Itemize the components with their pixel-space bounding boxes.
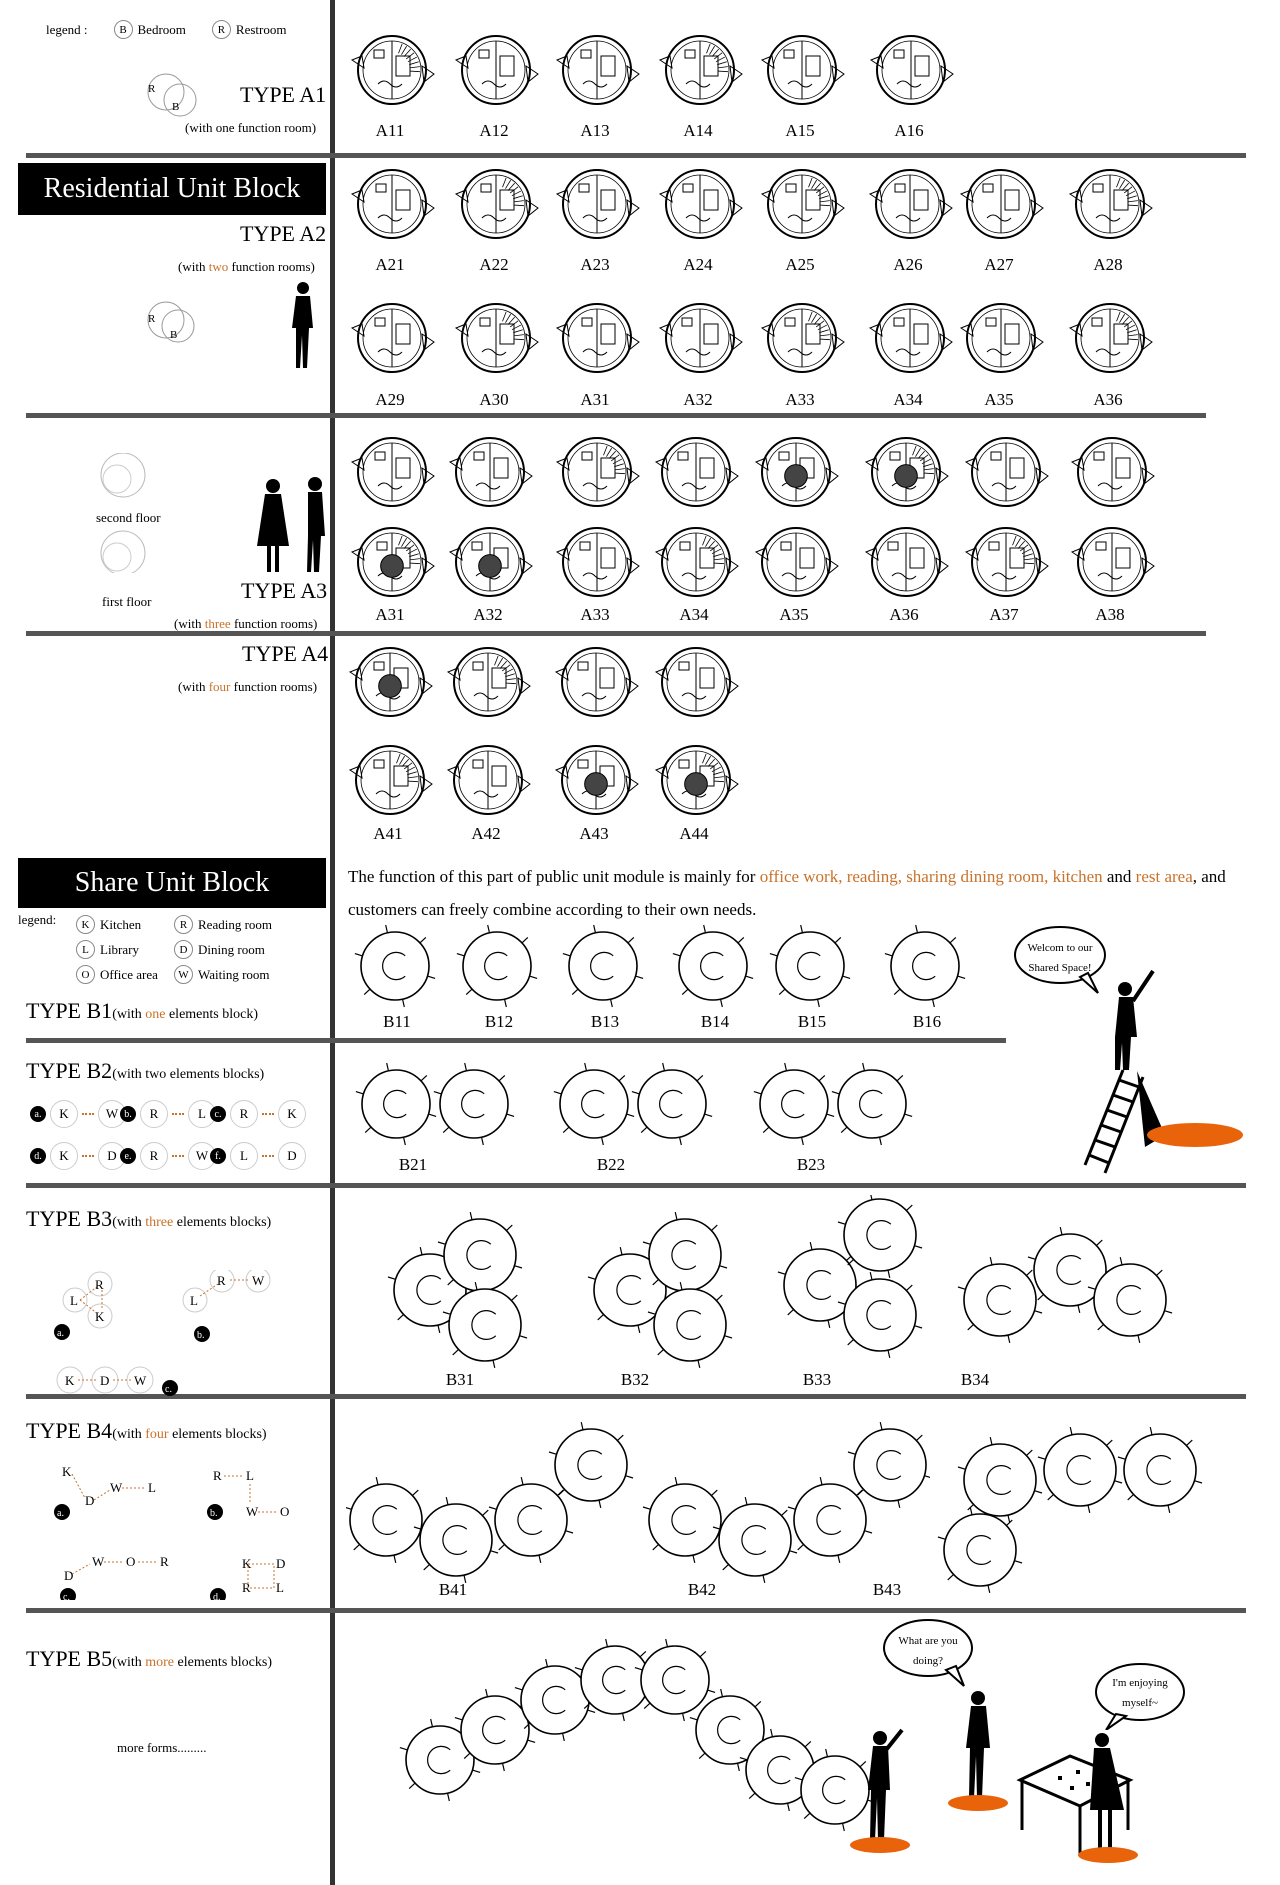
combo-b2: c. R K xyxy=(210,1100,306,1128)
unit-label: A33 xyxy=(785,390,815,409)
divider xyxy=(26,413,1206,418)
unit-label: B21 xyxy=(398,1155,428,1174)
share-plan xyxy=(558,922,648,1012)
floor-plan xyxy=(758,160,850,242)
floor-plan xyxy=(656,26,748,108)
unit-label: A14 xyxy=(683,121,713,140)
divider xyxy=(26,1608,1246,1613)
type-a3-title: TYPE A3 xyxy=(241,578,328,603)
svg-text:O: O xyxy=(126,1554,136,1569)
floor-plan xyxy=(444,736,536,818)
type-b1-title: TYPE B1(with one elements block) xyxy=(26,998,258,1023)
unit-label: A30 xyxy=(479,390,509,409)
divider xyxy=(26,1038,1006,1043)
share-title: Share Unit Block xyxy=(18,858,326,908)
floor-plan xyxy=(758,294,850,376)
bubble-text: What are you doing? xyxy=(898,1635,958,1667)
vertical-divider xyxy=(330,0,335,1885)
unit-label: A11 xyxy=(375,121,405,140)
unit-label: A15 xyxy=(785,121,815,140)
unit-label: B22 xyxy=(596,1155,626,1174)
person-silhouette xyxy=(285,280,325,370)
type-a4-title: TYPE A4 xyxy=(242,641,329,666)
svg-text:R: R xyxy=(95,1277,104,1292)
floor-plan xyxy=(348,518,440,600)
type-a2-title: TYPE A2 xyxy=(240,221,327,246)
unit-label: B43 xyxy=(872,1580,902,1599)
unit-label: A32 xyxy=(683,390,713,409)
unit-label: A35 xyxy=(984,390,1014,409)
floor-plan xyxy=(346,736,438,818)
floor-plan xyxy=(1066,160,1158,242)
residential-title: Residential Unit Block xyxy=(18,163,326,215)
floor-plan xyxy=(866,294,958,376)
unit-label: A31 xyxy=(580,390,610,409)
svg-text:a.: a. xyxy=(57,1328,64,1339)
unit-label: A29 xyxy=(375,390,405,409)
share-plan xyxy=(930,1410,1220,1600)
combo-b2: d. K D xyxy=(30,1142,126,1170)
share-legend-label: legend: xyxy=(18,912,57,927)
venn-icon xyxy=(140,70,210,120)
legend-item: W Waiting room xyxy=(174,965,270,984)
svg-text:c.: c. xyxy=(63,1592,70,1600)
svg-text:c.: c. xyxy=(165,1384,172,1395)
floor-plan xyxy=(652,736,744,818)
svg-text:b.: b. xyxy=(197,1330,205,1341)
type-a1-note: (with one function room) xyxy=(185,120,317,135)
svg-text:K: K xyxy=(62,1464,72,1479)
svg-text:W: W xyxy=(92,1554,105,1569)
unit-label: B16 xyxy=(912,1012,942,1031)
type-a2-note: (with two function rooms) xyxy=(178,259,315,274)
legend-item: K Kitchen xyxy=(76,915,141,934)
unit-label: B31 xyxy=(445,1370,475,1389)
share-plan-b5 xyxy=(380,1620,900,1850)
people-scene xyxy=(840,1690,1170,1875)
unit-label: B33 xyxy=(802,1370,832,1389)
legend-item: O Office area xyxy=(76,965,158,984)
unit-label: A33 xyxy=(580,605,610,624)
floor-plan xyxy=(553,26,645,108)
b4-combo-diagrams xyxy=(50,1460,320,1600)
first-floor-label: first floor xyxy=(102,594,152,609)
svg-text:D: D xyxy=(100,1373,110,1388)
unit-label: B11 xyxy=(383,1012,411,1031)
floor-plan xyxy=(348,428,440,510)
share-plan xyxy=(668,922,758,1012)
floor-plan xyxy=(652,518,744,600)
svg-text:W: W xyxy=(134,1373,147,1388)
floor-plan xyxy=(1066,294,1158,376)
share-plan xyxy=(640,1410,930,1600)
couple-silhouette xyxy=(255,476,335,576)
bubble-text: I'm enjoying myself~ xyxy=(1112,1677,1168,1709)
type-a1-title: TYPE A1 xyxy=(240,82,327,107)
svg-text:B: B xyxy=(172,101,180,113)
floor-plan xyxy=(957,160,1049,242)
svg-text:W: W xyxy=(110,1480,123,1495)
floor-plan xyxy=(553,294,645,376)
svg-text:L: L xyxy=(276,1580,284,1595)
floor-plan xyxy=(957,294,1049,376)
svg-text:D: D xyxy=(85,1493,95,1508)
floor-plan xyxy=(348,294,440,376)
unit-label: A24 xyxy=(683,255,713,274)
floor-plan xyxy=(656,160,748,242)
unit-label: A41 xyxy=(373,824,403,843)
floor-plan xyxy=(1068,518,1160,600)
unit-label: A16 xyxy=(894,121,924,140)
type-b4-title: TYPE B4(with four elements blocks) xyxy=(26,1418,267,1443)
bubble-text: Welcom to our Shared Space! xyxy=(1027,942,1093,974)
unit-label: A31 xyxy=(375,605,405,624)
floor-plan xyxy=(552,736,644,818)
unit-label: A13 xyxy=(580,121,610,140)
floor-plan xyxy=(962,518,1054,600)
svg-text:R: R xyxy=(213,1468,222,1483)
legend-item: L Library xyxy=(76,940,139,959)
unit-label: A25 xyxy=(785,255,815,274)
unit-label: A36 xyxy=(889,605,919,624)
svg-text:d.: d. xyxy=(213,1592,221,1600)
floor-plan xyxy=(1068,428,1160,510)
share-plan xyxy=(765,922,855,1012)
divider xyxy=(26,1183,1246,1188)
b3-combo-diagrams xyxy=(50,1270,340,1400)
share-plan xyxy=(346,1410,636,1600)
floor-plan xyxy=(553,160,645,242)
venn-icon xyxy=(140,290,210,350)
svg-text:R: R xyxy=(242,1580,251,1595)
floor-plan xyxy=(656,294,748,376)
share-plan xyxy=(348,1060,528,1150)
more-forms-label: more forms......... xyxy=(117,1740,207,1755)
unit-label: A34 xyxy=(893,390,923,409)
share-description: The function of this part of public unit module is mainly for office work, reading, sharing dining room, kitchen and rest area, and customers can freely combine according to their own needs. xyxy=(348,867,1226,919)
unit-label: A34 xyxy=(679,605,709,624)
legend-item: D Dining room xyxy=(174,940,265,959)
floor-plan xyxy=(752,428,844,510)
unit-label: B42 xyxy=(687,1580,717,1599)
svg-text:L: L xyxy=(70,1293,78,1308)
unit-label: B15 xyxy=(797,1012,827,1031)
unit-label: A23 xyxy=(580,255,610,274)
floor-plan xyxy=(962,428,1054,510)
floor-plan xyxy=(758,26,850,108)
unit-label: B14 xyxy=(700,1012,730,1031)
floor-plan xyxy=(452,26,544,108)
svg-text:W: W xyxy=(252,1273,265,1288)
floor-plan xyxy=(752,518,844,600)
svg-text:W: W xyxy=(246,1504,259,1519)
svg-text:R: R xyxy=(148,83,156,95)
floor-plan xyxy=(652,428,744,510)
svg-text:B: B xyxy=(170,329,178,341)
svg-text:L: L xyxy=(246,1468,254,1483)
svg-text:R: R xyxy=(217,1273,226,1288)
floor-plan xyxy=(452,294,544,376)
floor-plan xyxy=(866,160,958,242)
svg-text:L: L xyxy=(148,1480,156,1495)
legend-item: R Reading room xyxy=(174,915,272,934)
floor-plan xyxy=(444,638,536,720)
floor-plan xyxy=(862,428,954,510)
unit-label: A28 xyxy=(1093,255,1123,274)
floor-plan xyxy=(348,160,440,242)
unit-label: A12 xyxy=(479,121,509,140)
combo-b2: f. L D xyxy=(210,1142,306,1170)
unit-label: A36 xyxy=(1093,390,1123,409)
unit-label: B41 xyxy=(438,1580,468,1599)
svg-text:b.: b. xyxy=(210,1508,218,1519)
share-plan xyxy=(880,922,970,1012)
svg-text:O: O xyxy=(280,1504,290,1519)
unit-label: B32 xyxy=(620,1370,650,1389)
floor-plan xyxy=(446,428,538,510)
svg-text:K: K xyxy=(242,1556,252,1571)
floor-plan xyxy=(652,638,744,720)
share-plan xyxy=(350,922,440,1012)
combo-b2: e. R W xyxy=(120,1142,216,1170)
unit-label: A27 xyxy=(984,255,1014,274)
floor-plan xyxy=(553,428,645,510)
combo-b2: b. R L xyxy=(120,1100,216,1128)
svg-text:R: R xyxy=(160,1554,169,1569)
svg-text:D: D xyxy=(276,1556,286,1571)
floor-plan xyxy=(452,160,544,242)
floor-plan xyxy=(446,518,538,600)
combo-b2: a. K W xyxy=(30,1100,126,1128)
unit-label: B23 xyxy=(796,1155,826,1174)
second-floor-label: second floor xyxy=(96,510,161,525)
share-plan xyxy=(940,1200,1180,1370)
svg-text:K: K xyxy=(65,1373,75,1388)
unit-label: B34 xyxy=(960,1370,990,1389)
floor-plan xyxy=(348,26,440,108)
type-b5-title: TYPE B5(with more elements blocks) xyxy=(26,1646,272,1671)
type-a3-note: (with three function rooms) xyxy=(174,616,318,631)
svg-text:R: R xyxy=(148,313,156,325)
floor-plan xyxy=(553,518,645,600)
unit-label: B12 xyxy=(484,1012,514,1031)
share-plan xyxy=(452,922,542,1012)
divider xyxy=(26,153,1246,158)
unit-label: A32 xyxy=(473,605,503,624)
unit-label: B13 xyxy=(590,1012,620,1031)
share-plan xyxy=(746,1060,926,1150)
ladder-figure xyxy=(1075,965,1245,1175)
floor-plan xyxy=(862,518,954,600)
unit-label: A21 xyxy=(375,255,405,274)
type-b2-title: TYPE B2(with two elements blocks) xyxy=(26,1058,265,1083)
unit-label: A38 xyxy=(1095,605,1125,624)
unit-label: A42 xyxy=(471,824,501,843)
type-b3-title: TYPE B3(with three elements blocks) xyxy=(26,1206,272,1231)
svg-text:a.: a. xyxy=(57,1508,64,1519)
type-a4-note: (with four function rooms) xyxy=(178,679,318,694)
svg-text:K: K xyxy=(95,1309,105,1324)
unit-label: A37 xyxy=(989,605,1019,624)
share-plan xyxy=(546,1060,726,1150)
unit-label: A35 xyxy=(779,605,809,624)
unit-label: A44 xyxy=(679,824,709,843)
svg-text:D: D xyxy=(64,1568,74,1583)
floor-plan xyxy=(552,638,644,720)
unit-label: A22 xyxy=(479,255,509,274)
unit-label: A26 xyxy=(893,255,923,274)
unit-label: A43 xyxy=(579,824,609,843)
svg-text:L: L xyxy=(190,1293,198,1308)
floor-plan xyxy=(867,26,959,108)
floor-plan xyxy=(346,638,438,720)
legend-top: legend : B Bedroom R Restroom xyxy=(46,20,286,39)
